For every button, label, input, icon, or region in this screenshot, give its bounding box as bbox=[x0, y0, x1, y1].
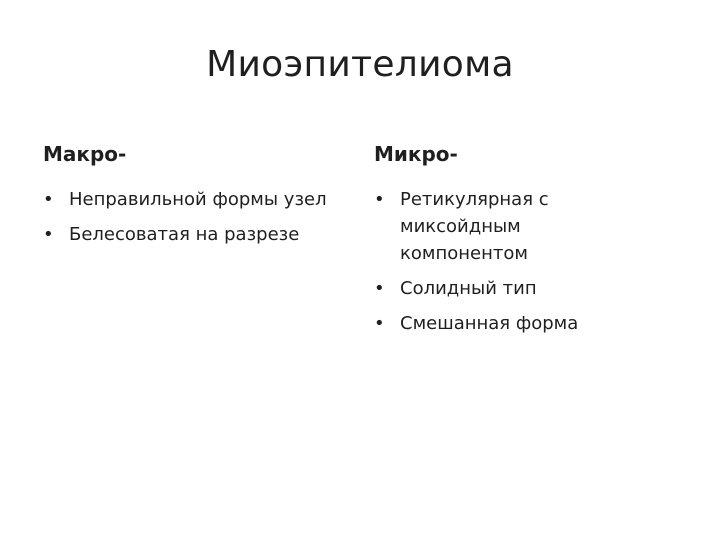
list-item-text: Смешанная форма bbox=[400, 313, 579, 334]
bullet-icon: • bbox=[374, 189, 385, 210]
list-item bbox=[43, 221, 363, 248]
list-item bbox=[374, 186, 590, 267]
list-item-text: Белесоватая на разрезе bbox=[69, 224, 300, 245]
slide-title: Миоэпителиома bbox=[206, 44, 514, 85]
bullet-icon: • bbox=[374, 278, 385, 299]
macro-column bbox=[43, 140, 363, 256]
list-item bbox=[43, 186, 363, 213]
bullet-icon: • bbox=[43, 224, 54, 245]
list-item-text: Неправильной формы узел bbox=[69, 189, 327, 210]
bullet-icon: • bbox=[374, 313, 385, 334]
list-item-text: Солидный тип bbox=[400, 278, 537, 299]
list-item bbox=[374, 310, 694, 337]
list-item-text: Ретикулярная с миксойдным компонентом bbox=[400, 189, 549, 264]
micro-column bbox=[374, 140, 694, 345]
list-item bbox=[374, 275, 694, 302]
micro-list bbox=[374, 186, 694, 337]
macro-list bbox=[43, 186, 363, 248]
micro-heading: Микро- bbox=[374, 142, 458, 166]
macro-heading: Макро- bbox=[43, 142, 127, 166]
bullet-icon: • bbox=[43, 189, 54, 210]
